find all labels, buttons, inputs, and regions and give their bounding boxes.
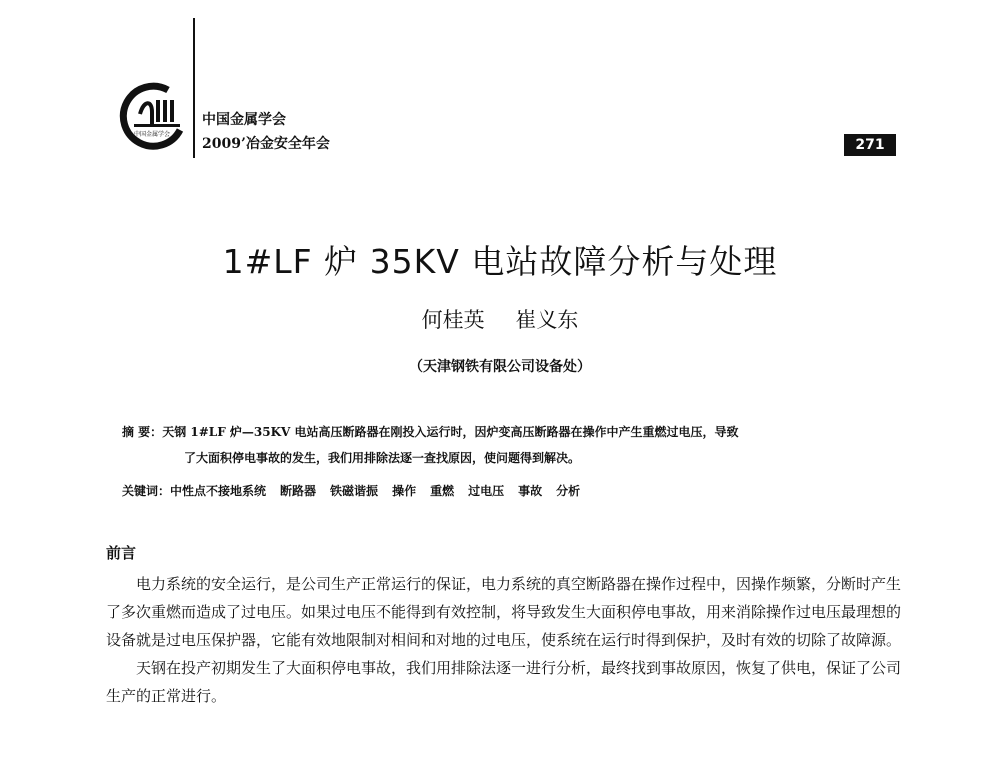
conference-info [202,108,330,156]
abstract-text-continued: 了大面积停电事故的发生，我们用排除法逐一查找原因，使问题得到解决。 [184,451,581,465]
body-paragraph: 天钢在投产初期发生了大面积停电事故，我们用排除法逐一进行分析，最终找到事故原因，恢复了供电，保证了公司生产的正常进行。 [106,659,902,705]
keyword: 铁磁谐振 [330,484,379,498]
abstract-text: 天钢 1#LF 炉—35KV 电站高压断路器在刚投入运行时，因炉变高压断路器在操作中产生重燃过电压，导致 [162,425,739,439]
body-text [106,570,911,710]
paper-title: 1#LF 炉 35KV 电站故障分析与处理 [222,242,778,281]
body-paragraph: 电力系统的安全运行，是公司生产正常运行的保证，电力系统的真空断路器在操作过程中，因操作频繁，分断时产生了多次重燃而造成了过电压。如果过电压不能得到有效控制，将导致发生大面积停电事故，用来消除操作过电压最理想的设备就是过电压保护器，它能有效地限制对相间和对地的过电压，使系统在运行时得到保护，及时有效的切除了故障源。 [106,575,902,649]
keyword: 操作 [392,484,417,498]
keyword: 重燃 [430,484,455,498]
keywords [122,482,594,499]
keywords-label: 关键词： [122,484,171,498]
abstract [122,419,912,471]
society-logo [118,82,188,152]
conference-name: 中国金属学会 [202,112,286,128]
keyword: 断路器 [280,484,317,498]
keyword: 分析 [556,484,581,498]
keyword: 过电压 [468,484,505,498]
abstract-label: 摘 要： [122,425,163,439]
conference-event: 2009’冶金安全年会 [202,136,330,152]
author-name: 何桂英 [421,308,485,332]
authors [0,304,1000,334]
page-number: 271 [844,134,896,156]
section-heading: 前言 [106,544,137,562]
keyword: 事故 [518,484,543,498]
keyword: 中性点不接地系统 [170,484,267,498]
header-divider [193,18,195,158]
author-name: 崔义东 [515,308,579,332]
logo-text: 中国金属学会 [133,131,171,138]
affiliation: （天津钢铁有限公司设备处） [409,359,591,375]
